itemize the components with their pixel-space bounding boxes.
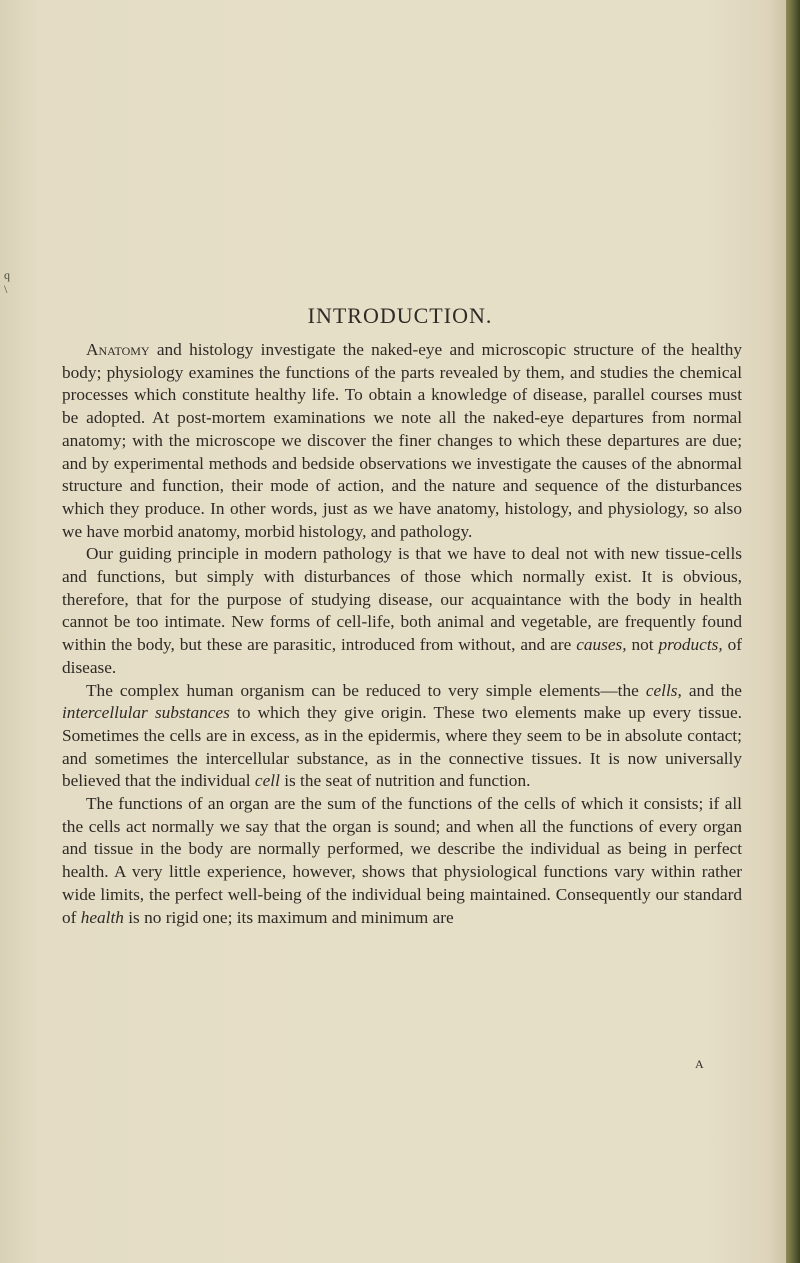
body-text [62,339,742,929]
first-word: Anatomy [86,340,150,359]
margin-mark-1: q [4,268,10,282]
paragraph-2: Our guiding principle in modern pathology is that we have to deal not with new tissue-cells and functions, but simply with disturbances of those which normally exist. It is obvious, therefore, that for the purpose of studying disease, our acquaintance with the body in health cannot be too intimate. New forms of cell-life, both animal and vegetable, are frequently found within the body, but these are parasitic, introduced from without, and are causes, not products, of disease. [62,544,743,677]
page-title: INTRODUCTION. [307,303,493,328]
page-edge [786,0,800,1263]
signature-mark: A [695,1057,704,1071]
paragraph-1: Anatomy and histology investigate the naked-eye and microscopic structure of the healthy body; physiology examines the functions of the parts revealed by them, and studies the chemical processes which constitute healthy life. To obtain a knowledge of disease, parallel courses must be adopted. At post-mortem examinations we note all the naked-eye departures from normal anatomy; with the microscope we discover the finer changes to which these departures are due; and by experimental methods and bedside observations we investigate the causes of the abnormal structure and function, their mode of action, and the nature and sequence of the disturbances which they produce. In other words, just as we have anatomy, histology, and physiology, so also we have morbid anatomy, morbid histology, and pathology. [62,340,742,541]
paragraph-3: The complex human organism can be reduced to very simple elements—the cells, and the intercellular substances to which they give origin. These two elements make up every tissue. Sometimes the cells are in excess, as in the epidermis, where they seem to be in absolute contact; and sometimes the intercellular substance, as in the connective tissues. It is now universally believed that the individual cell is the seat of nutrition and function. [62,680,742,791]
margin-mark-2: \ [4,282,8,296]
paragraph-4: The functions of an organ are the sum of the functions of the cells of which it consists; if all the cells act normally we say that the organ is sound; and when all the functions of every organ and tissue in the body are normally performed, we describe the individual as being in perfect health. A very little experience, however, shows that physiological functions vary within rather wide limits, the perfect well-being of the individual being maintained. Consequently our standard of health is no rigid one; its maximum and minimum are [62,794,742,927]
